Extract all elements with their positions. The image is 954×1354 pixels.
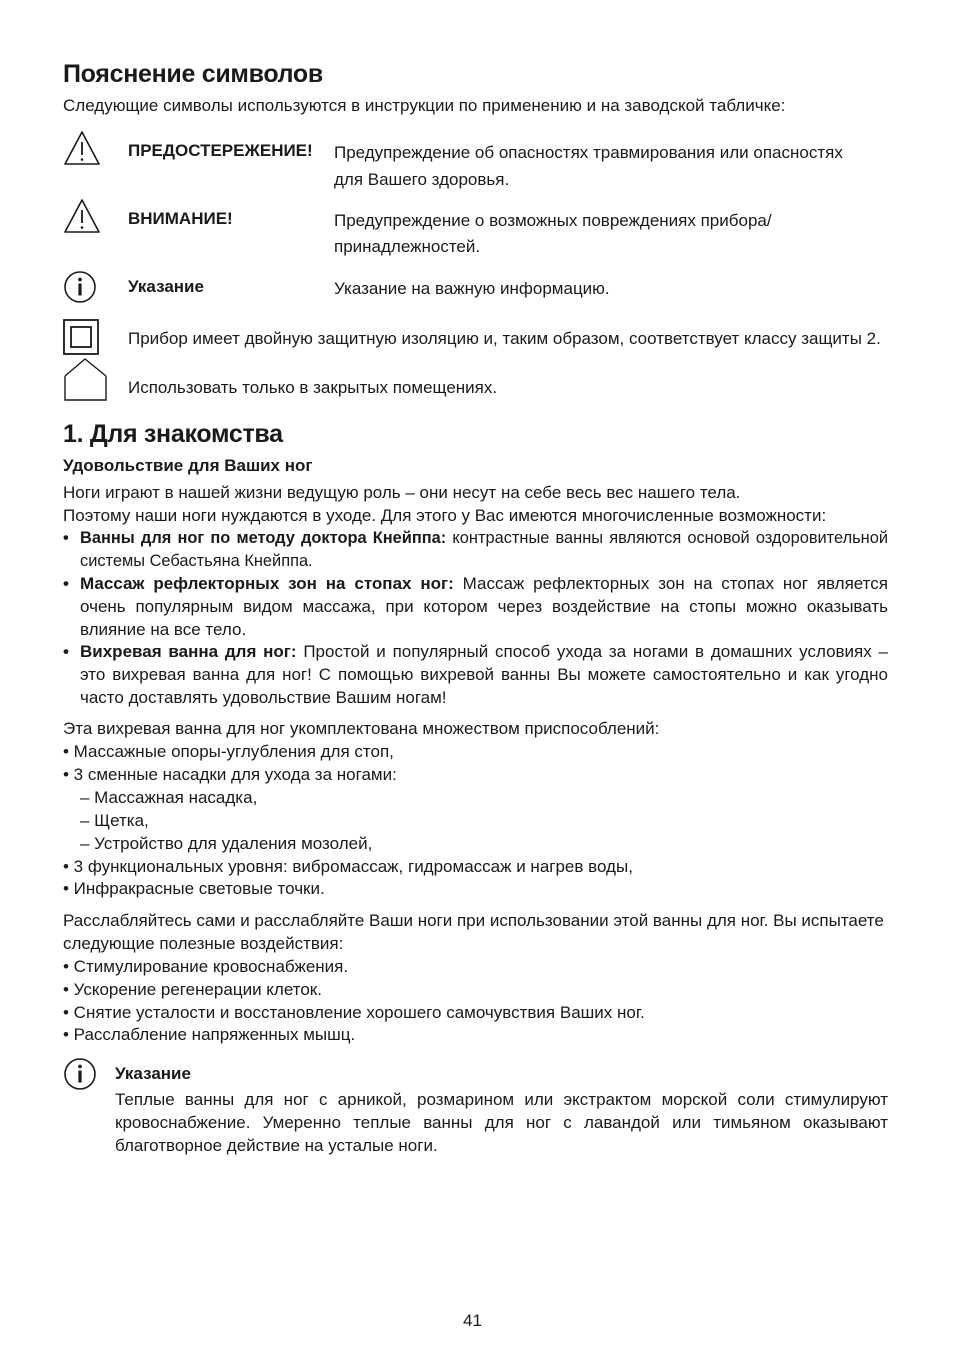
effect-item: • Ускорение регенерации клеток. (63, 980, 322, 999)
info-icon (63, 270, 97, 304)
warning-text-line2: для Вашего здоровья. (334, 170, 510, 189)
caution-text-line1: Предупреждение о возможных повреждениях прибора/ (334, 211, 772, 230)
warning-label: ПРЕДОСТЕРЕЖЕНИЕ! (128, 141, 313, 160)
section-title: 1. Для знакомства (63, 420, 283, 448)
info-text: Указание на важную информацию. (334, 279, 610, 298)
note-text: Теплые ванны для ног с арникой, розмарином или экстрактом морской соли стимулируют кровоснабжение. Умеренно теплые ванны для ног с лавандой или тимьяном оказывают благотворное действие на усталые ноги. (115, 1090, 888, 1155)
bullet-whirlpool-text: Простой и популярный способ ухода за ногами в домашних условиях – это вихревая ванна для ног! С помощью вихревой ванны Вы можете самостоятельно и как угодно часто доставлять удовольствие Вашим ногам! (80, 642, 888, 707)
equipment-intro: Эта вихревая ванна для ног укомплектована множеством приспособлений: (63, 719, 660, 738)
equipment-subitem: – Устройство для удаления мозолей, (80, 834, 373, 853)
indoor-only-text: Использовать только в закрытых помещениях. (128, 378, 498, 397)
effects-intro-line1: Расслабляйтесь сами и расслабляйте Ваши ноги при использовании этой ванны для ног. Вы испытаете (63, 911, 884, 930)
para-line1: Ноги играют в нашей жизни ведущую роль – они несут на себе весь вес нашего тела. (63, 483, 741, 502)
bullet-reflex-text: Массаж рефлекторных зон на стопах ног является очень популярным видом массажа, при котором через воздействие на стопы можно оказывать влияние на все тело. (80, 574, 888, 639)
double-insulation-text: Прибор имеет двойную защитную изоляцию и, таким образом, соответствует классу защиты 2. (128, 329, 881, 348)
equipment-item: • 3 функциональных уровня: вибромассаж, гидромассаж и нагрев воды, (63, 857, 633, 876)
info-label: Указание (128, 277, 204, 296)
house-icon (63, 356, 109, 402)
warning-triangle-icon (63, 130, 101, 166)
bullet-whirlpool-bold: Вихревая ванна для ног: (80, 642, 297, 661)
effects-intro-line2: следующие полезные воздействия: (63, 934, 344, 953)
bullet-whirlpool: • Вихревая ванна для ног: Простой и популярный способ ухода за ногами в домашних условиях – это вихревая ванна для ног! С помощью вихревой ванны Вы можете самостоятельно и как угодно часто доставлять удовольствие Вашим ногам! (63, 642, 888, 707)
para-line2: Поэтому наши ноги нуждаются в уходе. Для этого у Вас имеются многочисленные возможности: (63, 506, 827, 525)
note-info-icon (63, 1057, 97, 1091)
equipment-item: • Массажные опоры-углубления для стоп, (63, 742, 394, 761)
caution-label: ВНИМАНИЕ! (128, 209, 233, 228)
symbols-title: Пояснение символов (63, 60, 323, 88)
bullet-kneipp-bold: Ванны для ног по методу доктора Кнейппа: (80, 529, 447, 547)
equipment-item: • 3 сменные насадки для ухода за ногами: (63, 765, 397, 784)
caution-text-line2: принадлежностей. (334, 237, 481, 256)
bullet-reflex: • Массаж рефлекторных зон на стопах ног: Массаж рефлекторных зон на стопах ног является очень популярным видом массажа, при котором через воздействие на стопы можно оказывать влияние на все тело. (63, 574, 888, 639)
bullet-reflex-bold: Массаж рефлекторных зон на стопах ног: (80, 574, 454, 593)
section-subtitle: Удовольствие для Ваших ног (63, 456, 313, 475)
caution-triangle-icon (63, 198, 101, 234)
page-number: 41 (463, 1311, 482, 1330)
symbols-intro: Следующие символы используются в инструкции по применению и на заводской табличке: (63, 96, 786, 115)
effect-item: • Снятие усталости и восстановление хорошего самочувствия Ваших ног. (63, 1003, 645, 1022)
double-insulation-icon (63, 319, 99, 355)
note-title: Указание (115, 1064, 191, 1083)
effect-item: • Расслабление напряженных мышц. (63, 1025, 356, 1044)
bullet-kneipp: • Ванны для ног по методу доктора Кнейппа: контрастные ванны являются основой оздоровительной системы Себастьяна Кнейппа. (63, 529, 888, 570)
equipment-subitem: – Щетка, (80, 811, 149, 830)
equipment-subitem: – Массажная насадка, (80, 788, 258, 807)
effect-item: • Стимулирование кровоснабжения. (63, 957, 349, 976)
bullet-kneipp-text: контрастные ванны являются основой оздоровительной системы Себастьяна Кнейппа. (80, 529, 888, 570)
equipment-item: • Инфракрасные световые точки. (63, 879, 325, 898)
warning-text-line1: Предупреждение об опасностях травмирования или опасностях (334, 143, 843, 162)
